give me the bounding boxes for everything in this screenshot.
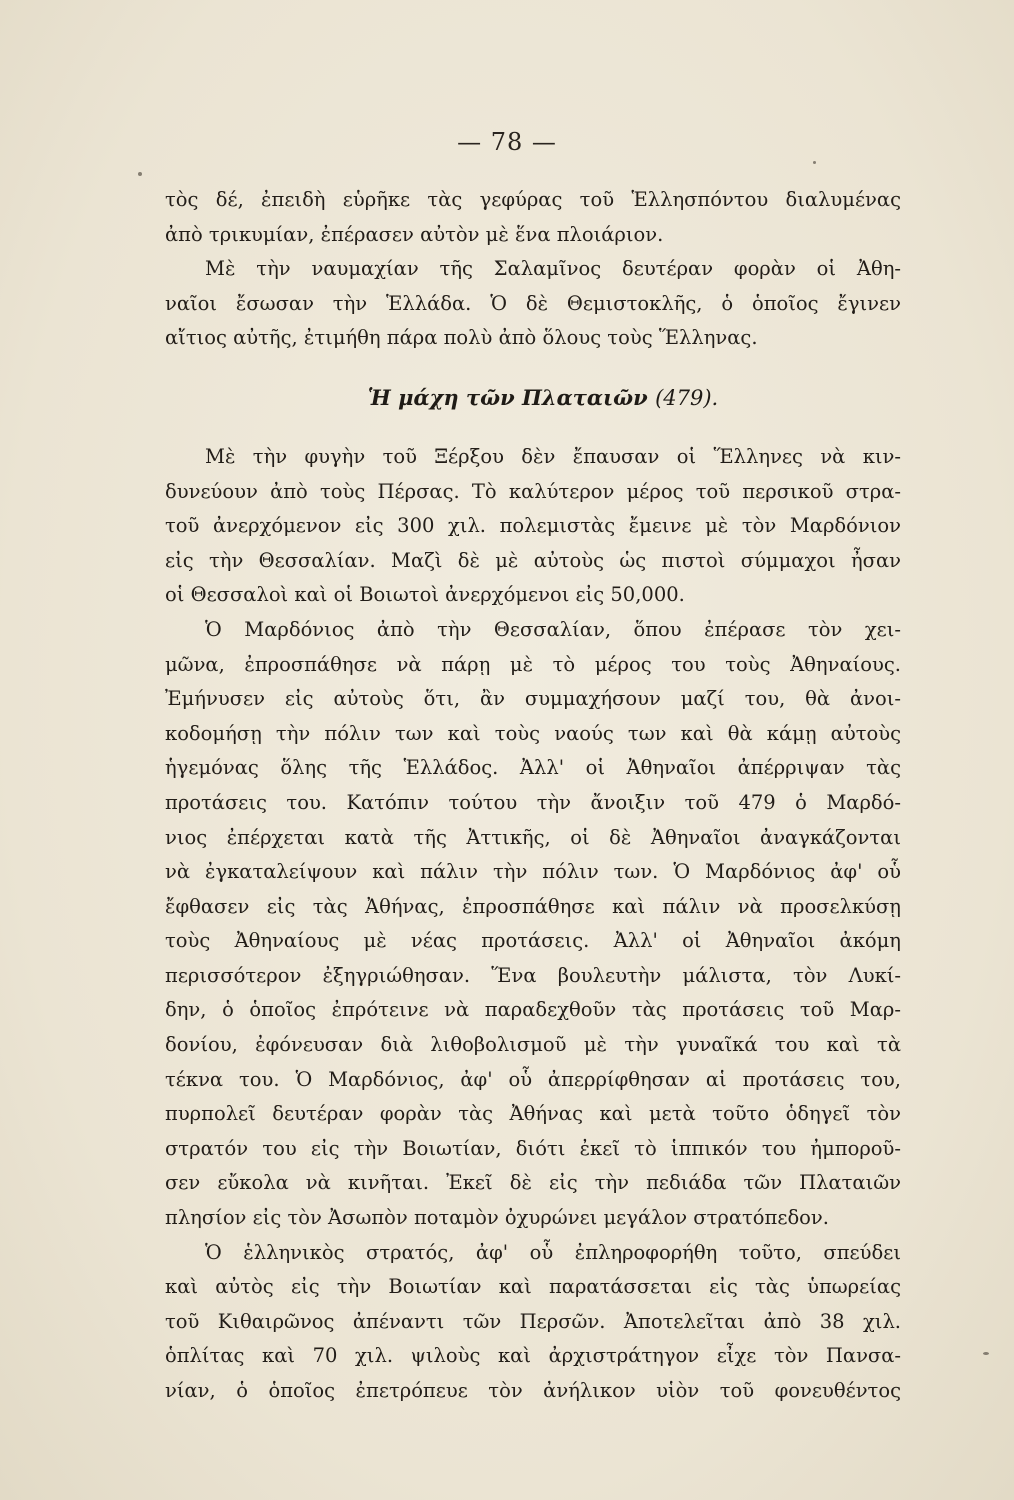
text-line: Ὁ Μαρδόνιος ἀπὸ τὴν Θεσσαλίαν, ὅπου ἐπέρασε τὸν χει- — [205, 617, 901, 641]
text-line: Μὲ τὴν ναυμαχίαν τῆς Σαλαμῖνος δευτέραν φορὰν οἱ Ἀθη- — [205, 257, 901, 281]
text-line: πυρπολεῖ δευτέραν φορὰν τὰς Ἀθήνας καὶ μετὰ τοῦτο ὁδηγεῖ τὸν — [165, 1102, 901, 1126]
text-line: σεν εὔκολα νὰ κινῆται. Ἐκεῖ δὲ εἰς τὴν πεδιάδα τῶν Πλαταιῶν — [165, 1171, 901, 1195]
section-heading-title: Ἡ μάχη τῶν Πλαταιῶν — [367, 384, 648, 410]
text-line: νὰ ἐγκαταλείψουν καὶ πάλιν τὴν πόλιν των. Ὁ Μαρδόνιος ἀφ' οὗ — [165, 860, 901, 884]
body-text — [165, 183, 901, 1409]
text-line: δυνεύουν ἀπὸ τοὺς Πέρσας. Τὸ καλύτερον μέρος τοῦ περσικοῦ στρα- — [165, 479, 901, 503]
text-line: νιος ἐπέρχεται κατὰ τῆς Ἀττικῆς, οἱ δὲ Ἀθηναῖοι ἀναγκάζονται — [165, 825, 901, 849]
text-line: τοὺς Ἀθηναίους μὲ νέας προτάσεις. Ἀλλ' οἱ Ἀθηναῖοι ἀκόμη — [165, 929, 901, 953]
page-number: — 78 — — [457, 128, 557, 156]
text-line: πλησίον εἰς τὸν Ἀσωπὸν ποταμὸν ὀχυρώνει μεγάλον στρατόπεδον. — [165, 1206, 829, 1230]
text-line: νίαν, ὁ ὁποῖος ἐπετρόπευε τὸν ἀνήλικον υἱὸν τοῦ φονευθέντος — [165, 1379, 901, 1402]
text-line: καὶ αὐτὸς εἰς τὴν Βοιωτίαν καὶ παρατάσσεται εἰς τὰς ὑπωρείας — [165, 1275, 901, 1299]
text-line: κοδομήσῃ τὴν πόλιν των καὶ τοὺς ναούς των καὶ θὰ κάμῃ αὐτοὺς — [165, 721, 901, 745]
text-line: Ἐμήνυσεν εἰς αὐτοὺς ὅτι, ἂν συμμαχήσουν μαζί του, θὰ ἀνοι- — [165, 687, 901, 711]
text-line: στρατόν του εἰς τὴν Βοιωτίαν, διότι ἐκεῖ τὸ ἱππικόν του ἠμποροῦ- — [165, 1136, 901, 1160]
text-line: τοῦ Κιθαιρῶνος ἀπέναντι τῶν Περσῶν. Ἀποτελεῖται ἀπὸ 38 χιλ. — [165, 1309, 901, 1333]
section-heading-year: (479). — [655, 385, 719, 410]
text-line: ναῖοι ἔσωσαν τὴν Ἑλλάδα. Ὁ δὲ Θεμιστοκλῆς, ὁ ὁποῖος ἔγινεν — [165, 291, 901, 315]
ink-speck — [983, 1352, 989, 1355]
text-line: ὁπλίτας καὶ 70 χιλ. ψιλοὺς καὶ ἀρχιστράτηγον εἶχε τὸν Πανσα- — [165, 1344, 901, 1368]
text-line: οἱ Θεσσαλοὶ καὶ οἱ Βοιωτοὶ ἀνερχόμενοι εἰς 50,000. — [165, 583, 685, 607]
text-line: Ὁ ἑλληνικὸς στρατός, ἀφ' οὗ ἐπληροφορήθη τοῦτο, σπεύδει — [205, 1240, 901, 1264]
text-line: τὸς δέ, ἐπειδὴ εὑρῆκε τὰς γεφύρας τοῦ Ἑλλησπόντου διαλυμένας — [165, 188, 901, 211]
text-line: ἀπὸ τρικυμίαν, ἐπέρασεν αὐτὸν μὲ ἕνα πλοιάριον. — [165, 222, 664, 246]
section-heading — [165, 378, 901, 418]
text-line: δην, ὁ ὁποῖος ἐπρότεινε νὰ παραδεχθοῦν τὰς προτάσεις τοῦ Μαρ- — [165, 998, 901, 1022]
text-line: ἔφθασεν εἰς τὰς Ἀθήνας, ἐπροσπάθησε καὶ πάλιν νὰ προσελκύσῃ — [165, 894, 901, 918]
text-line: μῶνα, ἐπροσπάθησε νὰ πάρῃ μὲ τὸ μέρος του τοὺς Ἀθηναίους. — [165, 652, 901, 676]
text-line: τέκνα του. Ὁ Μαρδόνιος, ἀφ' οὗ ἀπερρίφθησαν αἱ προτάσεις του, — [165, 1067, 901, 1091]
text-line: ἡγεμόνας ὅλης τῆς Ἑλλάδος. Ἀλλ' οἱ Ἀθηναῖοι ἀπέρριψαν τὰς — [165, 756, 901, 780]
text-line: αἴτιος αὐτῆς, ἐτιμήθη πάρα πολὺ ἀπὸ ὅλους τοὺς Ἕλληνας. — [165, 326, 758, 350]
ink-speck — [813, 161, 816, 164]
text-line: περισσότερον ἐξηγριώθησαν. Ἕνα βουλευτὴν μάλιστα, τὸν Λυκί- — [165, 963, 901, 987]
ink-speck — [138, 172, 142, 176]
text-line: εἰς τὴν Θεσσαλίαν. Μαζὶ δὲ μὲ αὐτοὺς ὡς πιστοὶ σύμμαχοι ἦσαν — [165, 548, 901, 572]
text-line: δονίου, ἐφόνευσαν διὰ λιθοβολισμοῦ μὲ τὴν γυναῖκά του καὶ τὰ — [165, 1033, 901, 1057]
text-line: Μὲ τὴν φυγὴν τοῦ Ξέρξου δὲν ἔπαυσαν οἱ Ἕλληνες νὰ κιν- — [205, 444, 901, 468]
text-line: προτάσεις του. Κατόπιν τούτου τὴν ἄνοιξιν τοῦ 479 ὁ Μαρδό- — [165, 790, 901, 814]
text-line: τοῦ ἀνερχόμενον εἰς 300 χιλ. πολεμιστὰς ἔμεινε μὲ τὸν Μαρδόνιον — [165, 514, 901, 538]
